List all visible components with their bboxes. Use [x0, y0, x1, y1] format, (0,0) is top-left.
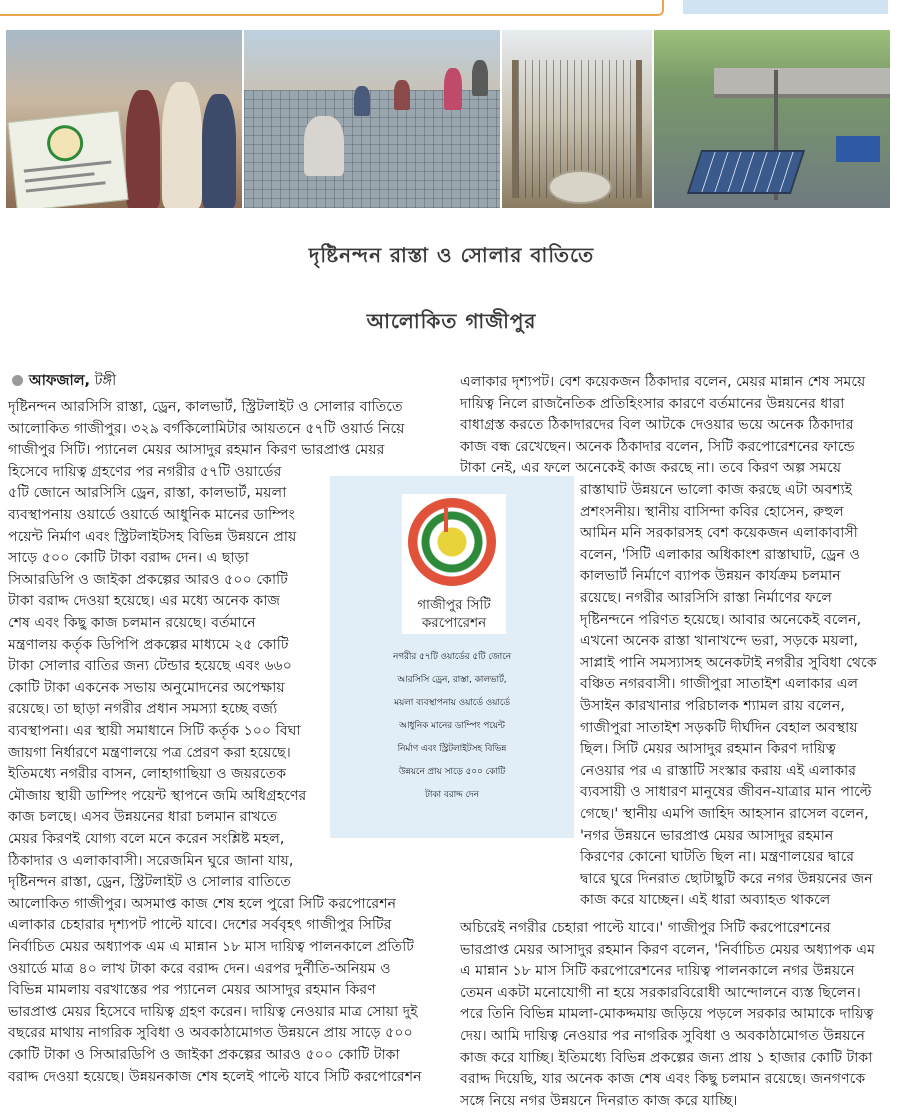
text-line: দেয়। আমি দায়িত্ব নেওয়ার পর নাগরিক সুবিধা ও অবকাঠামোগত উন্নয়নে	[460, 1028, 865, 1044]
text-line: কোটি টাকা ও সিআরডিপি ও জাইকা প্রকল্পের আরও ৫০০ কোটি টাকা	[8, 1047, 400, 1063]
text-line: রয়েছে। তা ছাড়া নগরীর প্রধান সমস্যা হচ্ছে বর্জ্য	[8, 701, 278, 718]
text-line: এলাকার চেহারার দৃশ্যপট পাল্টে যাবে। দেশের সর্ববৃহৎ গাজীপুর সিটির	[8, 917, 392, 934]
text-line: ভারপ্রাপ্ত মেয়র আসাদুর রহমান কিরণ বলেন, 'নির্বাচিত মেয়র অধ্যাপক এম	[460, 941, 876, 958]
highlight-line: আধুনিক মানের ডাম্পিং পয়েন্ট	[399, 721, 505, 731]
text-line: দায়িত্ব নিলে রাজনৈতিক প্রতিহিংসার কারণে বর্তমানের উন্নয়নের ধারা	[460, 395, 845, 412]
text-line: বরাদ্দ দিয়েছি, যার অনেক কাজ শেষ এবং কিছু চলমান রয়েছে। জনগণকে	[460, 1071, 866, 1088]
text-line: এলাকার দৃশ্যপট। বেশ কয়েকজন ঠিকাদার বলেন, মেয়র মান্নান শেষ সময়ে	[460, 374, 866, 390]
text-line: টাকা সোলার বাতির জন্য টেন্ডার হয়েছে এবং ৬৬০	[8, 658, 292, 675]
text-line: কাজ করে যাচ্ছি। ইতিমধ্যে বিভিন্ন প্রকল্পের জন্য প্রায় ১ হাজার কোটি টাকা	[460, 1049, 873, 1066]
text-line: মন্ত্রণালয় কর্তৃক ডিপিপি প্রকল্পের মাধ্যমে ২৫ কোটি	[8, 636, 289, 653]
photo-road-construction	[244, 30, 500, 208]
text-line: সাপ্লাই পানি সমস্যাসহ অনেকটাই নগরীর সুবিধা থেকে	[580, 654, 877, 671]
text-line: ইতিমধ্যে নগরীর বাসন, লোহাগাছিয়া ও জয়রতেক	[8, 766, 287, 783]
text-line: ৫টি জোনে আরসিসি ড্রেন, রাস্তা, কালভার্ট, ময়লা	[8, 485, 287, 502]
text-line: তেমন একটা মনোযোগী না হয়ে সরকারবিরোধী আন্দোলনে ব্যস্ত ছিলেন।	[460, 984, 861, 1001]
text-line: এখনো অনেক রাস্তা খানাখন্দে ভরা, সড়কে ময়লা,	[580, 633, 859, 650]
text-line: ভারপ্রাপ্ত মেয়র হিসেবে দায়িত্ব গ্রহণ করেন। দায়িত্ব নেওয়ার মাত্র সোয়া দুই	[8, 1003, 418, 1020]
text-line: ঠিকাদার ও এলাকাবাসী। সরেজমিন ঘুরে জানা যায়,	[8, 852, 294, 869]
text-line: ব্যবস্থাপনায় ওয়ার্ডে ওয়ার্ডে আধুনিক মানের ডাম্পিং	[8, 507, 295, 523]
text-line: কালভার্ট নির্মাণে ব্যাপক উন্নয়ন কার্যক্রম চলমান	[580, 568, 841, 585]
logo-caption-line-1: গাজীপুর সিটি	[417, 597, 491, 613]
photo-strip	[6, 30, 890, 208]
text-line: নেওয়ার পর এ রাস্তাটি সংস্কার করায় এই এলাকার	[580, 762, 857, 779]
text-line: হিসেবে দায়িত্ব গ্রহণের পর নগরীর ৫৭টি ওয়ার্ডের	[8, 463, 282, 480]
highlight-line: টাকা বরাদ্দ দেন	[425, 790, 479, 800]
byline-author: আফজাল,	[29, 373, 91, 389]
text-line: বঞ্চিত নগরবাসী। গাজীপুরা সাতাইশ এলাকার এল	[580, 676, 859, 693]
text-line: মেয়র কিরণই যোগ্য বলে মনে করেন সংশ্লিষ্ট মহল,	[8, 831, 285, 847]
text-line: আমিন মনি সরকারসহ বেশ কয়েকজন এলাকাবাসী	[580, 525, 858, 542]
text-line: কাজ বন্ধ রেখেছেন। অনেক ঠিকাদার বলেন, সিটি করপোরেশনের ফান্ডে	[460, 438, 855, 455]
text-line: এ মান্নান ১৮ মাস সিটি করপোরেশনের দায়িত্ব পালনকালে নগর উন্নয়নে	[460, 963, 855, 980]
text-line: 'নগর উন্নয়নে ভারপ্রাপ্ত মেয়র আসাদুর রহমান	[580, 827, 834, 844]
text-line: গেছে।' স্থানীয় এমপি জাহিদ আহসান রাসেল বলেন,	[580, 806, 869, 822]
highlight-line: উন্নয়নে প্রায় সাড়ে ৫০০ কোটি	[398, 767, 506, 777]
byline-place: টঙ্গী	[94, 373, 117, 389]
text-line: টাকা বরাদ্দ দেওয়া হয়েছে। এর মধ্যে অনেক কাজ	[8, 593, 281, 610]
text-line: সঙ্গে নিয়ে নগর উন্নয়নে দিনরাত কাজ করে যাচ্ছি।	[460, 1092, 738, 1109]
text-line: বাধাগ্রস্ত করতে ঠিকাদারদের বিল আটকে দেওয়ার ভয়ে অনেক ঠিকাদার	[460, 417, 854, 434]
text-line: অচিরেই নগরীর চেহারা পাল্টে যাবে।' গাজীপুর সিটি করপোরেশনের	[460, 920, 831, 936]
text-line: দৃষ্টিনন্দন আরসিসি রাস্তা, ড্রেন, কালভার্ট, স্ট্রিটলাইট ও সোলার বাতিতে	[8, 399, 403, 415]
text-line: রয়েছে। নগরীর আরসিসি রাস্তা নির্মাণের ফলে	[580, 590, 832, 606]
text-line: সাড়ে ৫০০ কোটি টাকা বরাদ্দ দেন। এ ছাড়া	[8, 550, 249, 567]
text-line: বছরের মাথায় নাগরিক সুবিধা ও অবকাঠামোগত উন্নয়নে প্রায় সাড়ে ৫০০	[8, 1025, 413, 1042]
text-line: জায়গা নির্ধারণে মন্ত্রণালয়ে পত্র প্রেরণ করা হয়েছে।	[8, 744, 291, 761]
highlight-line: ময়লা ব্যবস্থাপনায় ওয়ার্ডে ওয়ার্ডে	[394, 698, 510, 708]
text-line: উসাইন কারখানার পরিচালক শ্যামল রায় বলেন,	[580, 698, 845, 714]
text-line: পয়েন্ট নির্মাণ এবং স্ট্রিটলাইটসহ বিভিন্ন উন্নয়নে প্রায়	[8, 528, 297, 545]
top-frame-left	[0, 0, 664, 16]
text-line: আলোকিত গাজীপুর। ৩২৯ বর্গকিলোমিটার আয়তনে ৫৭টি ওয়ার্ড নিয়ে	[8, 420, 405, 437]
text-line: কিরণের কোনো ঘাটতি ছিল না। মন্ত্রণালয়ের দ্বারে	[580, 849, 855, 866]
text-line: শেষ এবং কিছু কাজ চলমান রয়েছে। বর্তমানে	[8, 615, 256, 631]
text-line: পরে তিনি বিভিন্ন মামলা-মোকদ্দমায় জড়িয়ে পড়লে সরকার আমাকে দায়িত্ব	[460, 1006, 874, 1023]
solar-panel	[687, 150, 805, 194]
text-line: বরাদ্দ দেওয়া হয়েছে। উন্নয়নকাজ শেষ হলেই পাল্টে যাবে সিটি করপোরেশন	[8, 1068, 422, 1085]
photo-solar-flyover	[654, 30, 890, 208]
text-line: কোটি টাকা একনেক সভায় অনুমোদনের অপেক্ষায়	[8, 679, 285, 696]
byline	[12, 371, 116, 391]
top-frame-right	[683, 0, 888, 14]
photo-drain-formwork	[502, 30, 652, 208]
text-line: টাকা নেই, এর ফলে অনেকেই কাজ করছে না। তবে কিরণ অল্প সময়ে	[460, 460, 842, 477]
inauguration-plaque	[8, 110, 129, 208]
text-line: ব্যবসায়ী ও সাধারণ মানুষের জীবন-যাত্রার মান পাল্টে	[580, 784, 872, 801]
text-line: নির্বাচিত মেয়র অধ্যাপক এম এ মান্নান ১৮ মাস দায়িত্ব পালনকালে প্রতিটি	[8, 939, 414, 955]
logo-caption-line-2: করপোরেশন	[421, 615, 487, 631]
city-corporation-logo	[402, 494, 506, 634]
text-line: গাজীপুরা সাতাইশ সড়কটি দীর্ঘদিন বেহাল অবস্থায়	[580, 719, 858, 736]
photo-inauguration	[6, 30, 242, 208]
highlight-line: নির্মাণ এবং স্ট্রিটলাইটসহ বিভিন্ন	[397, 744, 507, 754]
text-line: আলোকিত গাজীপুর। অসমাপ্ত কাজ শেষ হলে পুরো সিটি করপোরেশন	[8, 895, 397, 912]
text-line: দৃষ্টিনন্দন রাস্তা, ড্রেন, স্ট্রিটলাইট ও সোলার বাতিতে	[8, 874, 291, 891]
text-line: ছিল। সিটি মেয়র আসাদুর রহমান কিরণ দায়িত্ব	[580, 741, 836, 758]
text-line: মৌজায় স্থায়ী ডাম্পিং পয়েন্ট স্থাপনে জমি অধিগ্রহণের	[8, 787, 307, 804]
text-line: বিভিন্ন মামলায় বরখাস্তের পর প্যানেল মেয়র আসাদুর রহমান কিরণ	[8, 982, 376, 999]
text-line: দ্বারে ঘুরে দিনরাত ছোটাছুটি করে নগর উন্নয়নের জন	[580, 870, 873, 887]
highlight-line: আরসিসি ড্রেন, রাস্তা, কালভার্ট,	[397, 675, 507, 685]
text-line: গাজীপুর সিটি। প্যানেল মেয়র আসাদুর রহমান কিরণ ভারপ্রাপ্ত মেয়র	[8, 442, 385, 459]
text-line: কাজ চলছে। এসব উন্নয়নের ধারা চলমান রাখতে	[8, 809, 278, 826]
highlight-box	[330, 476, 574, 838]
text-line: রাস্তাঘাট উন্নয়নে ভালো কাজ করছে এটা অবশ্যই	[580, 482, 853, 498]
text-line: সিআরডিপি ও জাইকা প্রকল্পের আরও ৫০০ কোটি	[8, 571, 288, 588]
text-line: কাজ করে যাচ্ছেন। এই ধারা অব্যাহত থাকলে	[580, 892, 831, 909]
headline-line-2: আলোকিত গাজীপুর	[366, 309, 537, 333]
text-line: ওয়ার্ডে মাত্র ৪০ লাখ টাকা করে বরাদ্দ দেন। এরপর দুর্নীতি-অনিয়ম ও	[8, 960, 391, 977]
city-seal-icon	[408, 498, 496, 586]
text-line: ব্যবস্থাপনা। এর স্থায়ী সমাধানে সিটি কর্তৃক ১০০ বিঘা	[8, 723, 301, 739]
text-line: দৃষ্টিনন্দনে পরিণত হয়েছে। আবার অনেকেই বলেন,	[580, 611, 862, 628]
highlight-line: নগরীর ৫৭টি ওয়ার্ডের ৫টি জোনে	[393, 652, 511, 662]
text-line: প্রশংসনীয়। স্থানীয় বাসিন্দা কবির হোসেন, রুহুল	[580, 503, 844, 520]
bullet-icon	[12, 375, 23, 386]
headline-line-1: দৃষ্টিনন্দন রাস্তা ও সোলার বাতিতে	[308, 243, 595, 267]
text-line: বলেন, 'সিটি এলাকার অধিকাংশ রাস্তাঘাট, ড্রেন ও	[580, 546, 860, 563]
